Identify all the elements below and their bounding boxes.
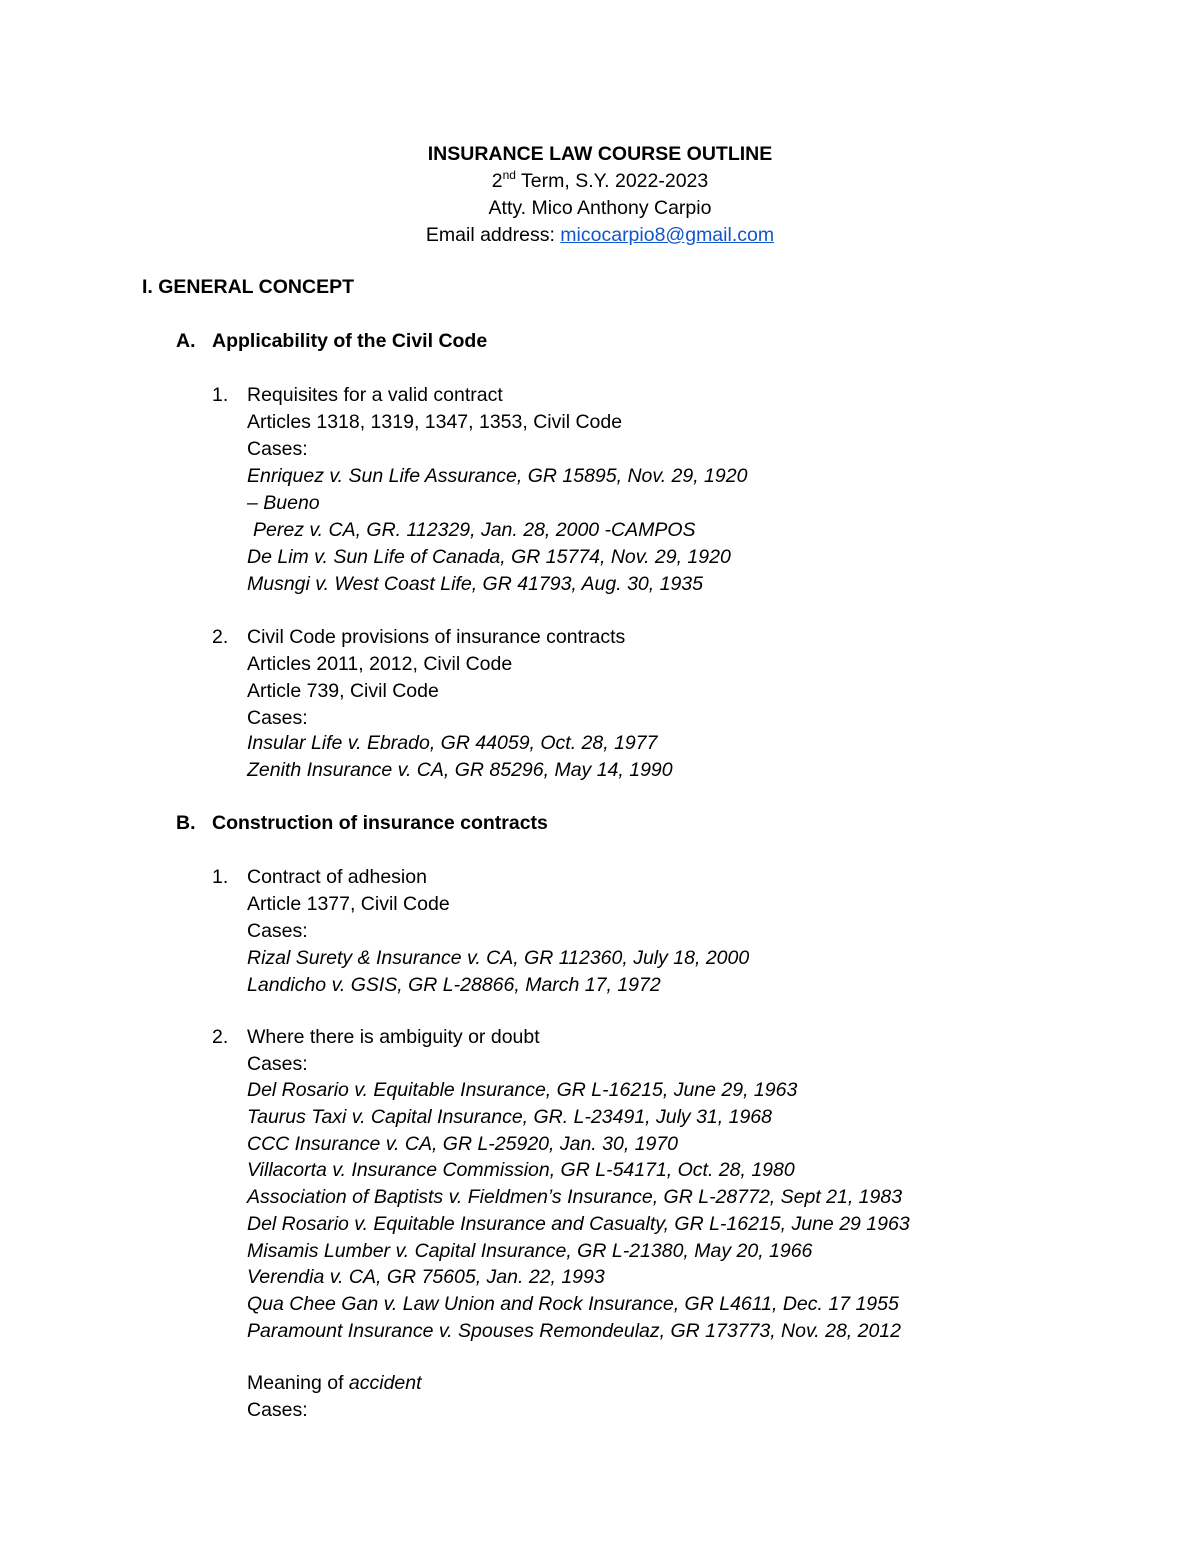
email-line bbox=[0, 222, 1200, 249]
item-title: Contract of adhesion bbox=[247, 866, 427, 888]
term-line bbox=[0, 168, 1200, 195]
list-item-number bbox=[212, 624, 625, 651]
case-citation: Del Rosario v. Equitable Insurance and Casualty, GR L-16215, June 29 1963 bbox=[247, 1213, 910, 1235]
case-citation: Landicho v. GSIS, GR L-28866, March 17, 1972 bbox=[247, 974, 661, 996]
list-item-number bbox=[212, 1024, 540, 1051]
subsection-letter: A. bbox=[176, 330, 196, 352]
document-title: INSURANCE LAW COURSE OUTLINE bbox=[427, 143, 773, 165]
email-link[interactable]: micocarpio8@gmail.com bbox=[560, 224, 775, 246]
cases-label: Cases: bbox=[247, 707, 308, 729]
list-item-number bbox=[212, 864, 427, 891]
meaning-term: accident bbox=[348, 1372, 422, 1394]
case-citation: Misamis Lumber v. Capital Insurance, GR L-21380, May 20, 1966 bbox=[247, 1240, 813, 1262]
email-label: Email address: bbox=[425, 224, 561, 246]
case-citation: Rizal Surety & Insurance v. CA, GR 112360, July 18, 2000 bbox=[247, 947, 750, 969]
case-citation: Perez v. CA, GR. 112329, Jan. 28, 2000 -CAMPOS bbox=[253, 519, 696, 541]
subsection-letter: B. bbox=[176, 812, 196, 834]
case-citation: Del Rosario v. Equitable Insurance, GR L-16215, June 29, 1963 bbox=[247, 1079, 798, 1101]
subsection-title: Applicability of the Civil Code bbox=[212, 330, 488, 352]
item-number: 2. bbox=[212, 1026, 229, 1048]
case-citation: – Bueno bbox=[247, 492, 320, 514]
case-citation: Taurus Taxi v. Capital Insurance, GR. L-23491, July 31, 1968 bbox=[247, 1106, 772, 1128]
item-title: Civil Code provisions of insurance contracts bbox=[247, 626, 626, 648]
case-citation: Zenith Insurance v. CA, GR 85296, May 14, 1990 bbox=[247, 759, 673, 781]
subsection-heading bbox=[176, 810, 548, 837]
list-item-number bbox=[212, 382, 503, 409]
cases-label: Cases: bbox=[247, 1399, 308, 1421]
item-number: 1. bbox=[212, 384, 229, 406]
document-header bbox=[0, 141, 1200, 249]
case-citation: Qua Chee Gan v. Law Union and Rock Insurance, GR L4611, Dec. 17 1955 bbox=[247, 1293, 899, 1315]
case-citation: Verendia v. CA, GR 75605, Jan. 22, 1993 bbox=[247, 1266, 605, 1288]
cases-label: Cases: bbox=[247, 438, 308, 460]
section-title: I. GENERAL CONCEPT bbox=[142, 276, 354, 298]
meaning-heading bbox=[247, 1370, 422, 1397]
articles-reference: Article 1377, Civil Code bbox=[247, 893, 450, 915]
subsection-heading bbox=[176, 328, 487, 355]
case-citation: Paramount Insurance v. Spouses Remondeulaz, GR 173773, Nov. 28, 2012 bbox=[247, 1320, 902, 1342]
cases-label: Cases: bbox=[247, 920, 308, 942]
case-citation: CCC Insurance v. CA, GR L-25920, Jan. 30, 1970 bbox=[247, 1133, 679, 1155]
term-ordinal: nd bbox=[502, 168, 516, 182]
cases-label: Cases: bbox=[247, 1053, 308, 1075]
item-number: 1. bbox=[212, 866, 229, 888]
case-citation: Villacorta v. Insurance Commission, GR L-54171, Oct. 28, 1980 bbox=[247, 1159, 795, 1181]
item-number: 2. bbox=[212, 626, 229, 648]
term-text: Term, S.Y. 2022-2023 bbox=[515, 170, 709, 192]
articles-reference: Articles 1318, 1319, 1347, 1353, Civil Code bbox=[247, 411, 623, 433]
term-number: 2 bbox=[491, 170, 503, 192]
case-citation: Musngi v. West Coast Life, GR 41793, Aug. 30, 1935 bbox=[247, 573, 703, 595]
case-citation: Enriquez v. Sun Life Assurance, GR 15895, Nov. 29, 1920 bbox=[247, 465, 748, 487]
case-citation: Association of Baptists v. Fieldmen’s Insurance, GR L-28772, Sept 21, 1983 bbox=[247, 1186, 903, 1208]
instructor-name: Atty. Mico Anthony Carpio bbox=[488, 197, 712, 219]
item-title: Requisites for a valid contract bbox=[247, 384, 503, 406]
articles-reference: Article 739, Civil Code bbox=[247, 680, 439, 702]
articles-reference: Articles 2011, 2012, Civil Code bbox=[247, 653, 513, 675]
meaning-prefix: Meaning of bbox=[247, 1372, 349, 1394]
case-citation: De Lim v. Sun Life of Canada, GR 15774, Nov. 29, 1920 bbox=[247, 546, 731, 568]
subsection-title: Construction of insurance contracts bbox=[212, 812, 548, 834]
item-title: Where there is ambiguity or doubt bbox=[247, 1026, 540, 1048]
case-citation: Insular Life v. Ebrado, GR 44059, Oct. 28, 1977 bbox=[247, 732, 658, 754]
